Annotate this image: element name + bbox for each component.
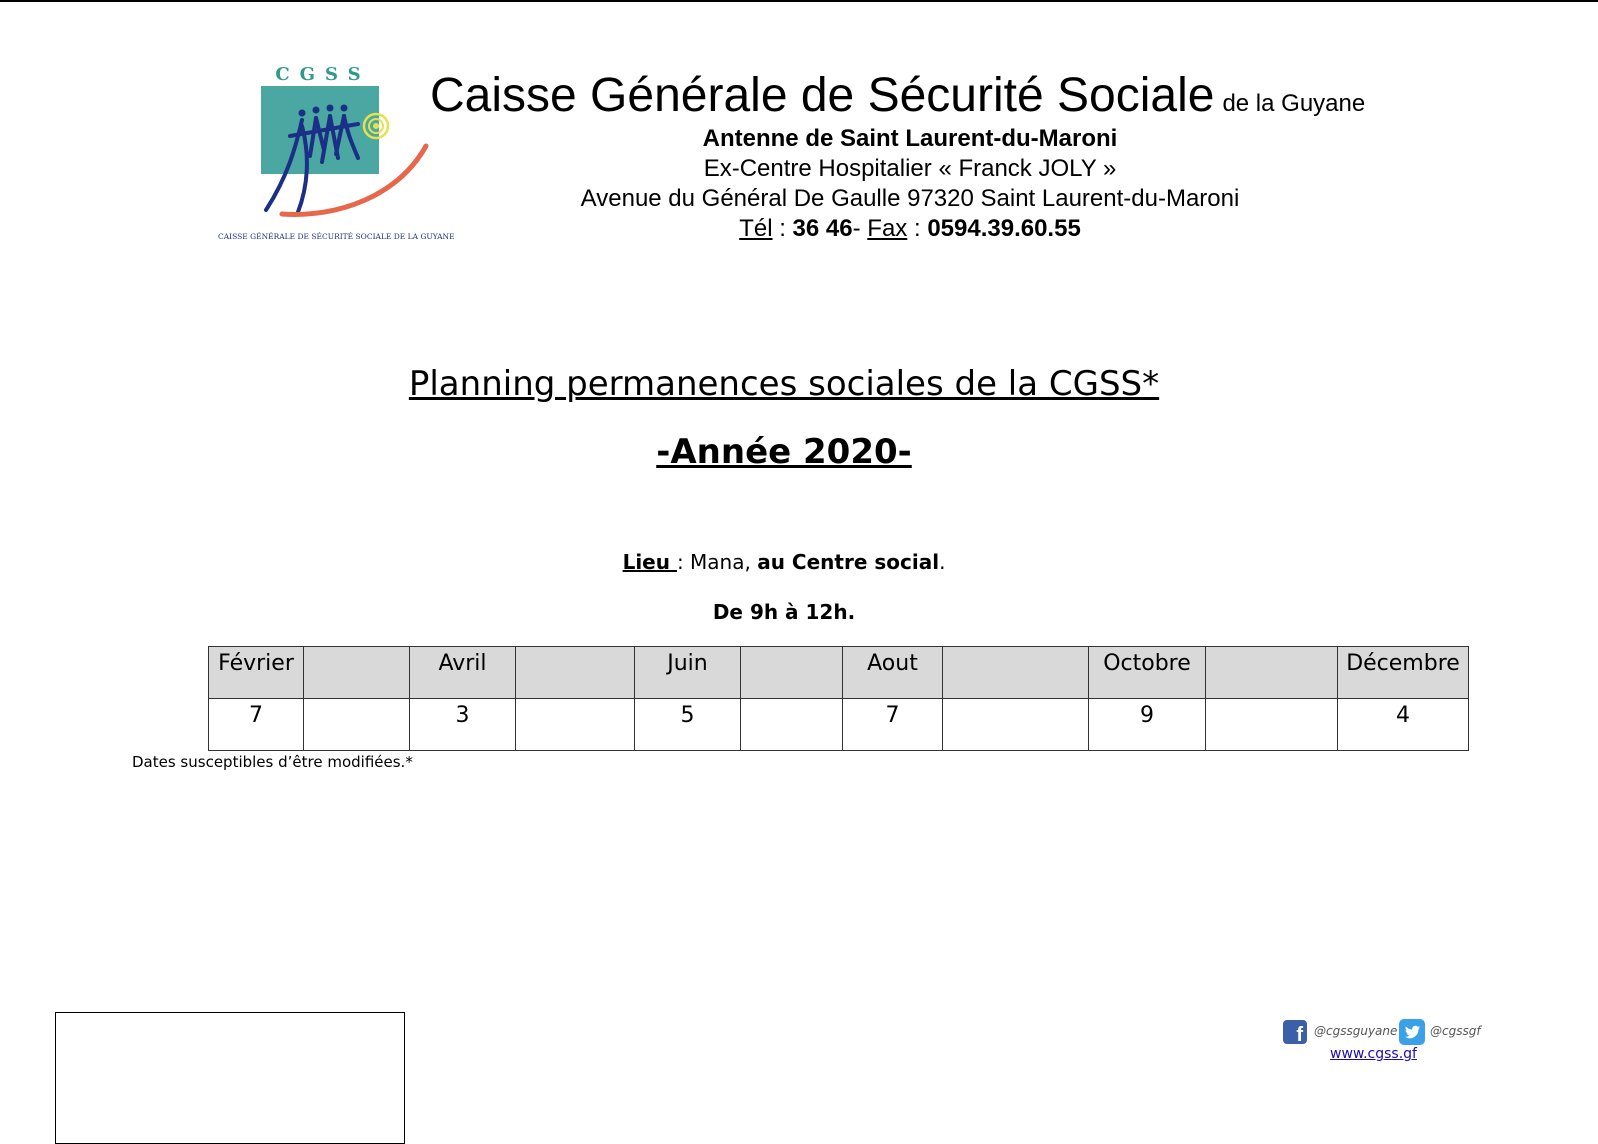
location-end: . [939,550,946,574]
table-cell: 9 [1089,699,1206,751]
page-title: Planning permanences sociales de la CGSS* [408,364,1160,404]
table-cell: 4 [1338,699,1469,751]
organization-name: Caisse Générale de Sécurité Sociale [430,69,1215,122]
table-header-cell [943,647,1089,699]
tel-sep: : [772,215,793,242]
fax-value: 0594.39.60.55 [927,215,1081,242]
table-header-cell [741,647,843,699]
tel-label: Tél [739,215,773,242]
location-label: Lieu [622,550,677,574]
footnote: Dates susceptibles d’être modifiées.* [132,753,413,771]
twitter-icon[interactable] [1399,1019,1425,1045]
table-header-cell: Octobre [1089,647,1206,699]
table-cell [943,699,1089,751]
table-header-cell: Aout [843,647,943,699]
contact-line [540,214,1280,244]
empty-box [55,1012,405,1144]
table-cell [516,699,635,751]
table-row [209,699,1469,751]
cgss-logo [218,60,455,250]
social-links [1283,1018,1483,1068]
table-header-cell [1206,647,1338,699]
facebook-icon[interactable]: f [1283,1020,1307,1044]
fax-sep: : [907,215,928,242]
table-header-cell: Juin [635,647,741,699]
table-header-cell: Avril [410,647,516,699]
table-cell [741,699,843,751]
address: Avenue du Général De Gaulle 97320 Saint Laurent-du-Maroni [580,185,1240,212]
table-cell: 7 [843,699,943,751]
table-header-row [209,647,1469,699]
table-cell: 7 [209,699,304,751]
table-header-cell [304,647,410,699]
location-line [0,549,1568,575]
table-cell: 3 [410,699,516,751]
contact-dash: - [852,215,868,242]
branch-name: Antenne de Saint Laurent-du-Maroni [702,125,1118,152]
logo-figures-icon [218,86,438,226]
table-header-cell: Décembre [1338,647,1469,699]
schedule-table [208,646,1469,751]
location-value: au Centre social [757,550,940,574]
facebook-handle[interactable]: @cgssguyane [1314,1024,1398,1038]
table-header-cell: Février [209,647,304,699]
table-cell [1206,699,1338,751]
year-title: -Année 2020- [656,432,912,472]
organization-suffix: de la Guyane [1222,90,1366,117]
top-rule [0,0,1598,2]
fax-label: Fax [867,215,908,242]
logo-caption: CAISSE GÉNÉRALE DE SÉCURITÉ SOCIALE DE LA GUYANE [218,232,455,241]
table-cell [304,699,410,751]
building-name: Ex-Centre Hospitalier « Franck JOLY » [703,155,1117,182]
table-header-cell [516,647,635,699]
logo-letters: CGSS [275,64,371,85]
hours-line: De 9h à 12h. [712,600,856,624]
location-sep: : Mana, [676,550,758,574]
website-link[interactable]: www.cgss.gf [1330,1046,1417,1062]
table-cell: 5 [635,699,741,751]
tel-value: 36 46 [792,215,853,242]
twitter-handle[interactable]: @cgssgf [1430,1024,1481,1038]
